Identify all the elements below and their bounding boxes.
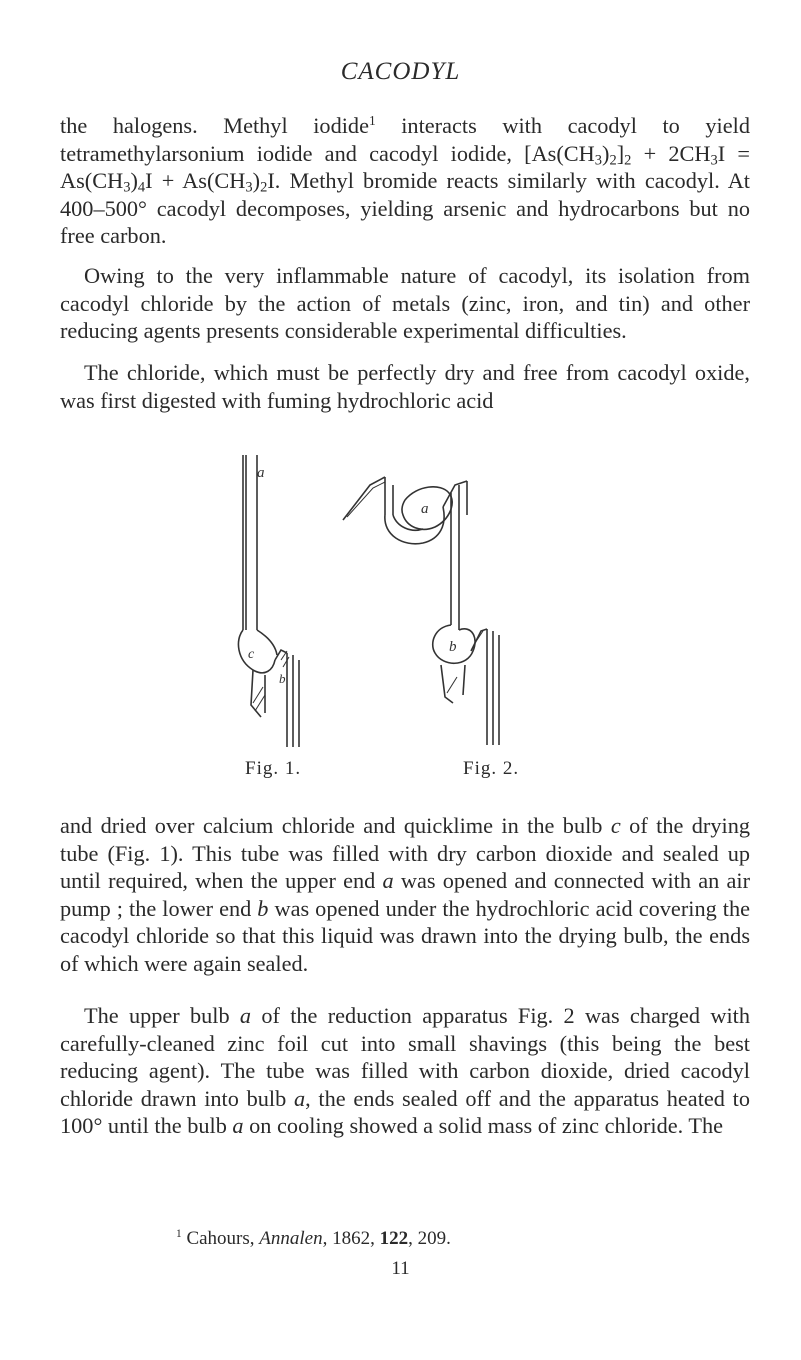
figure-apparatus bbox=[235, 455, 575, 765]
fig2-label-a: a bbox=[421, 501, 429, 517]
paragraph-halogens: the halogens. Methyl iodide$^1$ interacts with cacodyl to yield tetramethylarsonium iodide and cacodyl iodide, $[As(CH_3)_2]_2 + 2CH_3I = As(CH_3)_4I + As(CH_3)_2I$. Methyl bromide reacts similarly with cacodyl. At 400–500° cacodyl decomposes, yielding arsenic and hydrocarbons but no free carbon. bbox=[60, 112, 750, 248]
figure-caption-2: Fig. 2. bbox=[463, 758, 520, 779]
footnote-number: 1 bbox=[176, 1228, 182, 1241]
page-number: 11 bbox=[391, 1258, 410, 1279]
fig1-drying-tube bbox=[238, 455, 299, 747]
apparatus-illustration bbox=[235, 455, 575, 765]
footnote: $^1$ Cahours, Annalen, 1862, 122, 209. bbox=[176, 1228, 451, 1249]
figure-caption-1: Fig. 1. bbox=[245, 758, 302, 779]
running-head: CACODYL bbox=[340, 58, 461, 85]
footnote-volume: 122 bbox=[379, 1228, 409, 1249]
fig1-label-c: c bbox=[248, 647, 255, 662]
fig2-label-b: b bbox=[449, 639, 457, 655]
paragraph-reduction: The upper bulb a of the reduction apparatus Fig. 2 was charged with carefully-cleaned zinc foil cut into small shavings (this being the best reducing agent). The tube was filled with carbon dioxide, dried cacodyl chloride drawn into bulb a, the ends sealed off and the apparatus heated to 100° until the bulb a on cooling showed a solid mass of zinc chloride. The bbox=[60, 1003, 750, 1138]
paragraph-drying: and dried over calcium chloride and quicklime in the bulb c of the drying tube (Fig. 1). This tube was filled with dry carbon dioxide and sealed up until required, when the upper end a was opened and connected with an air pump ; the lower end b was opened under the hydrochloric acid covering the cacodyl chloride so that this liquid was drawn into the drying bulb, the ends of which were again sealed. bbox=[60, 813, 750, 976]
fig1-labels bbox=[248, 465, 286, 686]
paragraph-isolation: Owing to the very inflammable nature of cacodyl, its isolation from cacodyl chloride by the action of metals (zinc, iron, and tin) and other reducing agents presents considerable experimental difficulties. bbox=[60, 263, 750, 343]
fig1-label-b: b bbox=[279, 671, 286, 686]
paragraph-chloride: The chloride, which must be perfectly dry and free from cacodyl oxide, was first digested with fuming hydrochloric acid bbox=[60, 360, 750, 413]
footnote-journal: Annalen bbox=[259, 1228, 323, 1249]
fig1-label-a: a bbox=[257, 465, 265, 481]
fig2-reduction-apparatus bbox=[343, 477, 499, 745]
footnote-reference: 1 bbox=[368, 112, 376, 128]
